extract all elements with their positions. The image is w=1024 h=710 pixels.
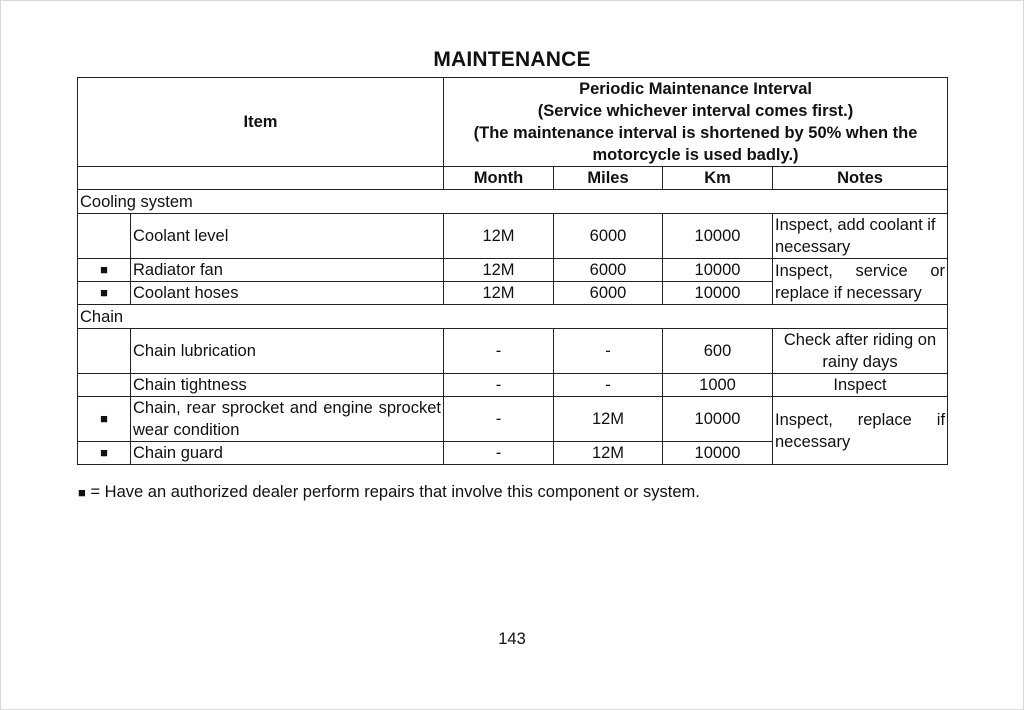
dealer-mark <box>78 214 131 259</box>
table-row <box>78 397 948 442</box>
month-cell: - <box>444 397 554 442</box>
month-cell: 12M <box>444 259 554 282</box>
notes-cell: Inspect, service or replace if necessary <box>773 259 948 305</box>
table-row <box>78 374 948 397</box>
miles-cell: - <box>554 329 663 374</box>
miles-cell: 6000 <box>554 282 663 305</box>
interval-header-line: motorcycle is used badly.) <box>592 146 799 164</box>
maintenance-table <box>77 77 948 465</box>
km-cell: 600 <box>663 329 773 374</box>
km-column-header: Km <box>663 167 773 190</box>
footnote <box>78 483 700 502</box>
km-cell: 10000 <box>663 397 773 442</box>
notes-cell: Inspect <box>773 374 948 397</box>
item-cell: Chain lubrication <box>131 329 444 374</box>
dealer-mark: ■ <box>78 442 131 465</box>
dealer-mark <box>78 329 131 374</box>
page-title: MAINTENANCE <box>433 48 591 71</box>
month-cell: - <box>444 442 554 465</box>
column-header-row <box>78 167 948 190</box>
interval-header-line: Periodic Maintenance Interval <box>579 80 812 98</box>
item-cell: Coolant level <box>131 214 444 259</box>
dealer-mark <box>78 374 131 397</box>
item-cell: Chain, rear sprocket and engine sprocket wear condition <box>131 397 444 442</box>
table-row <box>78 329 948 374</box>
interval-header-line: (Service whichever interval comes first.) <box>537 102 854 120</box>
miles-cell: 12M <box>554 397 663 442</box>
dealer-mark: ■ <box>78 282 131 305</box>
notes-cell: Inspect, replace if necessary <box>773 397 948 465</box>
miles-cell: 6000 <box>554 259 663 282</box>
km-cell: 10000 <box>663 442 773 465</box>
month-cell: - <box>444 329 554 374</box>
section-title-cooling-system: Cooling system <box>78 190 948 214</box>
footnote-text: = Have an authorized dealer perform repairs that involve this component or system. <box>85 483 700 501</box>
miles-cell: - <box>554 374 663 397</box>
km-cell: 10000 <box>663 259 773 282</box>
month-cell: 12M <box>444 282 554 305</box>
section-row <box>78 305 948 329</box>
notes-column-header: Notes <box>773 167 948 190</box>
miles-cell: 12M <box>554 442 663 465</box>
dealer-mark: ■ <box>78 397 131 442</box>
notes-cell: Check after riding on rainy days <box>773 329 948 374</box>
month-cell: - <box>444 374 554 397</box>
section-title-chain: Chain <box>78 305 948 329</box>
section-row <box>78 190 948 214</box>
notes-cell: Inspect, add coolant if necessary <box>773 214 948 259</box>
month-column-header: Month <box>444 167 554 190</box>
table-row <box>78 214 948 259</box>
table-header-row <box>78 78 948 167</box>
dealer-mark-legend: ■ <box>78 485 86 500</box>
interval-header <box>444 78 948 167</box>
month-cell: 12M <box>444 214 554 259</box>
item-column-header: Item <box>78 78 444 167</box>
item-cell: Radiator fan <box>131 259 444 282</box>
km-cell: 10000 <box>663 214 773 259</box>
item-cell: Chain tightness <box>131 374 444 397</box>
dealer-mark: ■ <box>78 259 131 282</box>
page-number: 143 <box>498 630 526 648</box>
item-header-spacer <box>78 167 444 190</box>
table-row <box>78 259 948 282</box>
miles-column-header: Miles <box>554 167 663 190</box>
km-cell: 10000 <box>663 282 773 305</box>
item-cell: Chain guard <box>131 442 444 465</box>
interval-header-line: (The maintenance interval is shortened by 50% when the <box>473 124 918 142</box>
item-cell: Coolant hoses <box>131 282 444 305</box>
miles-cell: 6000 <box>554 214 663 259</box>
km-cell: 1000 <box>663 374 773 397</box>
